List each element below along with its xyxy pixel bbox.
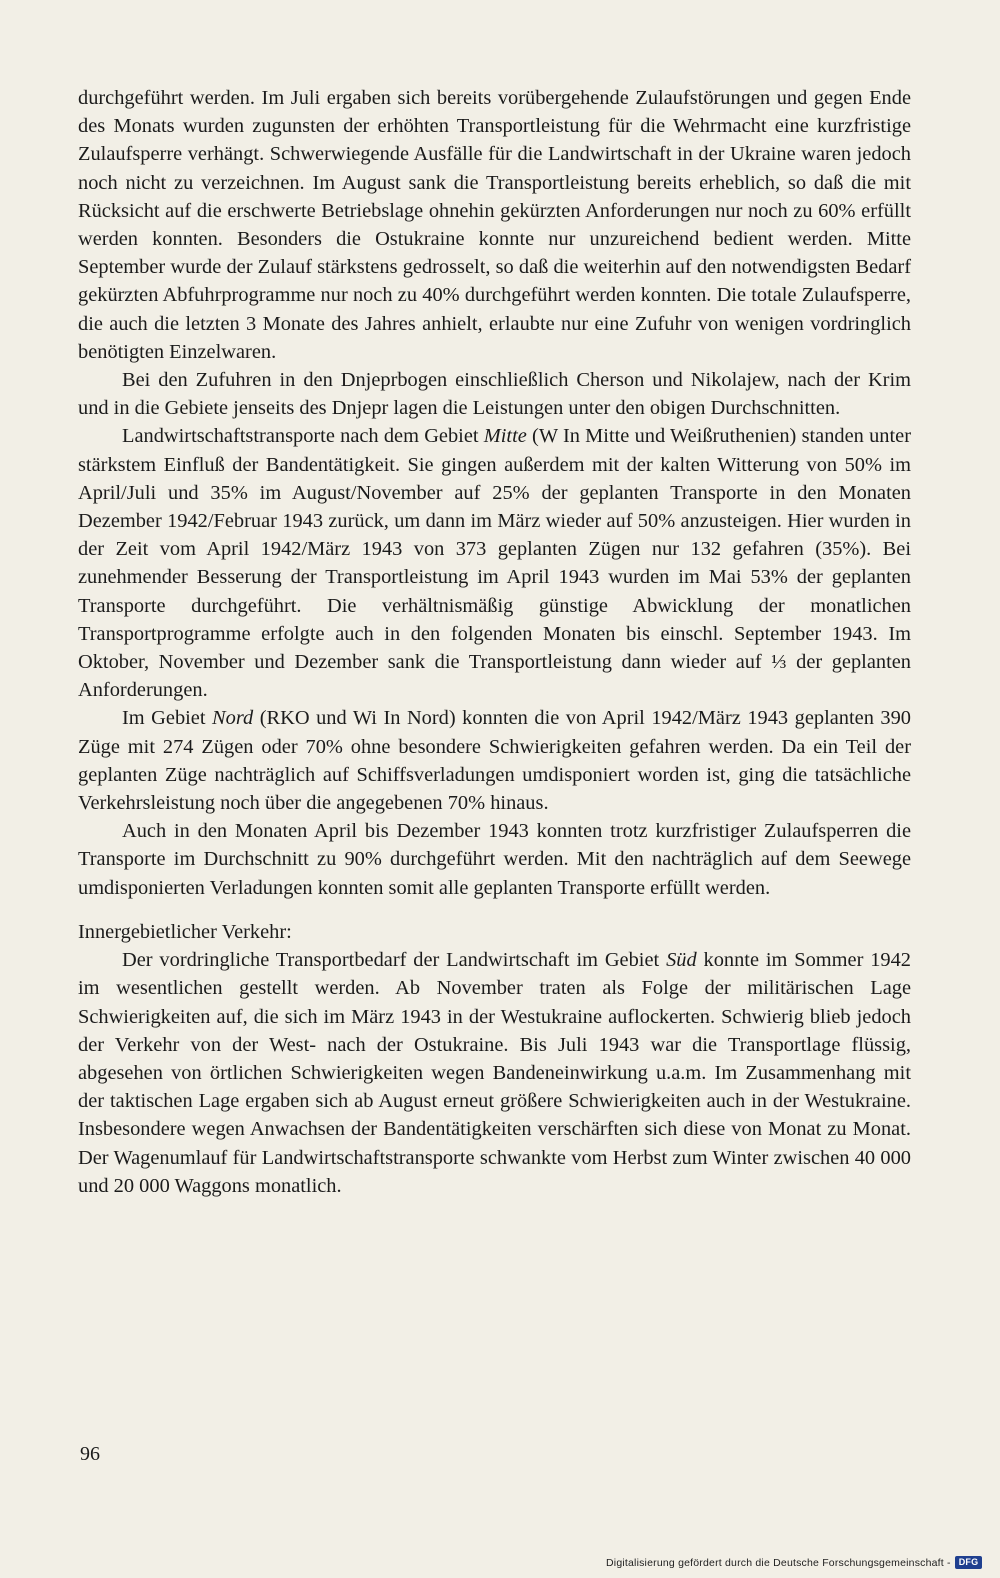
region-mitte: Mitte <box>483 425 527 448</box>
footer-text: Digitalisierung gefördert durch die Deutsche Forschungsgemeinschaft - <box>606 1556 951 1569</box>
paragraph-mitte-before: Landwirtschaftstransporte nach dem Gebiet <box>122 425 484 448</box>
region-sued: Süd <box>666 949 697 972</box>
digitization-footer <box>606 1556 982 1569</box>
paragraph-sued-after: konnte im Sommer 1942 im wesentlichen gestellt werden. Ab November traten als Folge der militärischen Lage Schwierigkeiten auf, die sich im März 1943 in der Westukraine auflockerten. Schwierig blieb jedoch der Verkehr von der West- nach der Ostukraine. Bis Juli 1943 war die Transportlage flüssig, abgesehen von örtlichen Schwierigkeiten wegen Bandeneinwirkung u.a.m. Im Zusammenhang mit der taktischen Lage ergaben sich ab August erneut größere Schwierigkeiten auch in der Westukraine. Insbesondere wegen Anwachsen der Bandentätigkeiten verschärften sich diese von Monat zu Monat. Der Wagenumlauf für Landwirtschaftstransporte schwankte vom Herbst zum Winter zwischen 40 000 und 20 000 Waggons monatlich. <box>78 949 912 1197</box>
paragraph-mitte <box>78 422 911 704</box>
page-number: 96 <box>80 1443 100 1465</box>
dfg-logo-icon: DFG <box>955 1556 983 1569</box>
paragraph-sued-before: Der vordringliche Transportbedarf der Landwirtschaft im Gebiet <box>122 949 667 972</box>
paragraph-sued <box>78 946 911 1200</box>
region-nord: Nord <box>212 707 254 730</box>
paragraph-nord <box>78 704 911 817</box>
paragraph-continuation: durchgeführt werden. Im Juli ergaben sich bereits vorübergehende Zulaufstörungen und gegen Ende des Monats wurden zugunsten der erhöhten Transportleistung für die Wehrmacht eine kurzfristige Zulaufsperre verhängt. Schwerwiegende Ausfälle für die Landwirtschaft in der Ukraine waren jedoch noch nicht zu verzeichnen. Im August sank die Transportleistung bereits erheblich, so daß die mit Rücksicht auf die erschwerte Betriebslage ohnehin gekürzten Anforderungen nur noch zu 60% erfüllt werden konnten. Besonders die Ostukraine konnte nur unzureichend bedient werden. Mitte September wurde der Zulauf stärkstens gedrosselt, so daß die weiterhin auf den notwendigsten Bedarf gekürzten Abfuhrprogramme nur noch zu 40% durchgeführt werden konnten. Die totale Zulaufsperre, die auch die letzten 3 Monate des Jahres anhielt, erlaubte nur eine Zufuhr von wenigen vordringlich benötigten Einzelwaren. <box>78 87 911 363</box>
paragraph-nord-after: (RKO und Wi In Nord) konnten die von April 1942/März 1943 geplanten 390 Züge mit 274 Zügen oder 70% ohne besondere Schwierigkeiten gefahren werden. Da ein Teil der geplanten Züge nachträglich auf Schiffsverladungen umdisponiert worden ist, ging die tatsächliche Verkehrsleistung noch über die angegebenen 70% hinaus. <box>78 707 911 815</box>
body-text <box>78 84 911 1200</box>
paragraph-nord-before: Im Gebiet <box>122 707 213 730</box>
section-heading: Innergebietlicher Verkehr: <box>78 920 292 943</box>
paragraph-dnjepr: Bei den Zufuhren in den Dnjeprbogen einschließlich Cherson und Nikolajew, nach der Krim und in die Gebiete jenseits des Dnjepr lagen die Leistungen unter den obigen Durchschnitten. <box>78 369 911 420</box>
paragraph-mitte-after: (W In Mitte und Weißruthenien) standen unter stärkstem Einfluß der Bandentätigkeit. Sie gingen außerdem mit der kalten Witterung von 50% im April/Juli und 35% im August/November auf 25% der geplanten Transporte in den Monaten Dezember 1942/Februar 1943 zurück, um dann im März wieder auf 50% anzusteigen. Hier wurden in der Zeit vom April 1942/März 1943 von 373 geplanten Zügen nur 132 gefahren (35%). Bei zunehmender Besserung der Transportleistung im April 1943 wurden im Mai 53% der geplanten Transporte durchgeführt. Die verhältnismäßig günstige Abwicklung der monatlichen Transportprogramme erfolgte auch in den folgenden Monaten bis einschl. September 1943. Im Oktober, November und Dezember sank die Transportleistung dann wieder auf ⅓ der geplanten Anforderungen. <box>78 425 911 702</box>
paragraph-seewege: Auch in den Monaten April bis Dezember 1943 konnten trotz kurzfristiger Zulaufsperren die Transporte im Durchschnitt zu 90% durchgeführt werden. Mit den nachträglich auf dem Seewege umdisponierten Verladungen konnten somit alle geplanten Transporte erfüllt werden. <box>78 820 911 899</box>
